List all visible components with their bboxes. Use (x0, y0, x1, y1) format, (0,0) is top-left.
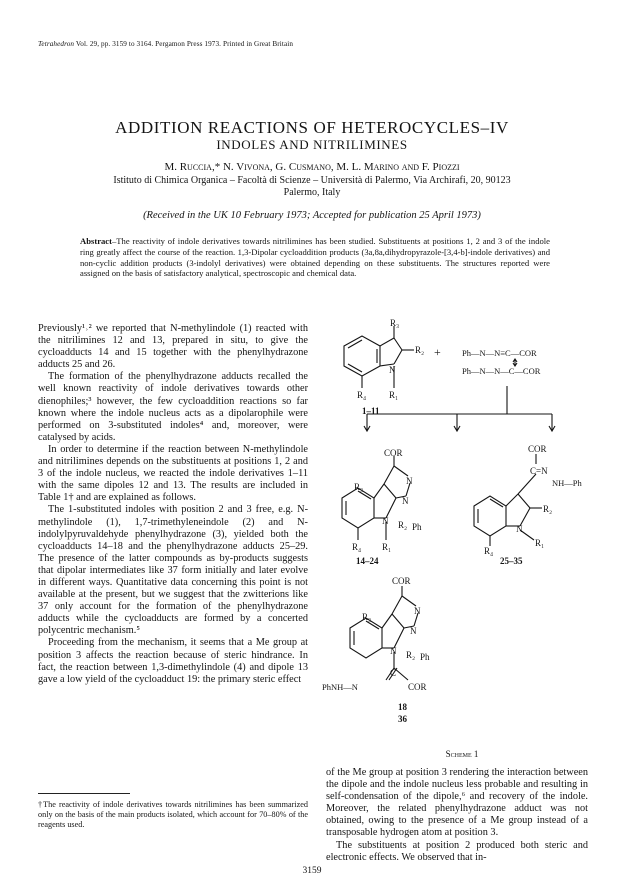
ph-label: Ph (420, 652, 430, 662)
r4-label: R₄ (352, 542, 362, 552)
scheme-caption: Scheme 1 (445, 749, 479, 759)
cor-label: COR (408, 682, 427, 692)
article-subtitle: INDOLES AND NITRILIMINES (216, 137, 408, 152)
n-label: N (389, 365, 396, 375)
r1-label: R₁ (382, 542, 392, 552)
r4-label: R₄ (357, 390, 367, 400)
compound-label-25-35: 25–35 (500, 556, 523, 566)
r3-label: R₃ (362, 612, 372, 622)
article-title: ADDITION REACTIONS OF HETEROCYCLES–IV (115, 118, 509, 137)
paragraph: The 1-substituted indoles with position 2 and 3 free, e.g. N-methylindole (1), 1,7-trimethyleneindole (2) and N-indolylpyruvaldehyde phenylhydrazone (3), yielded both the cycloadducts 14–18 and the phenylhydrazone adducts 25–29. The presence of the latter compounds as by-products suggests that dipolar intermediates like 37 form initially and later evolve in different ways. Quantitative data concerning this point is not available at the present, but we suggest that the zwitterions like 37 only account for the formation of the phenylhydrazone adducts while the cycloadducts are formed by a concerted polycentric mechanism.⁵ (38, 504, 308, 637)
footnote-rule (38, 793, 130, 794)
c-label: C (390, 668, 397, 678)
compound-label-18: 18 (398, 702, 407, 712)
abstract (80, 236, 550, 279)
paragraph: Proceeding from the mechanism, it seems that a Me group at position 3 affects the reaction because of steric hindrance. In fact, the reaction between 1,3-dimethylindole (4) and dipole 13 gave a low yield of the cycloadduct 19: the primary steric effect (38, 637, 308, 685)
r2-label: R₂ (398, 520, 408, 530)
paragraph: The formation of the phenylhydrazone adducts recalled the well known reactivity of indole derivatives towards other dienophiles;³ however, the few cycloaddition reactions so far known where the indole nucleus acts as a dipolarophile were performed on 3-substituted indoles⁴ and, moreover, were catalysed by acids. (38, 371, 308, 443)
abstract-label: Abstract (80, 236, 112, 246)
indole-structure (344, 326, 414, 388)
paragraph: Previously¹˒² we reported that N-methylindole (1) reacted with the nitrilimines 12 and 13, prepared in situ, to give the cycloadducts 14 and 15 together with the phenylhydrazone adducts 25 and 26. (38, 323, 308, 371)
affiliation (0, 175, 624, 199)
n-label: N (382, 516, 389, 526)
dipole-formula-top: Ph—N—N≡C—COR (462, 348, 537, 358)
journal-citation: Vol. 29, pp. 3159 to 3164. Pergamon Press 1973. Printed in Great Britain (75, 40, 294, 48)
paragraph: The substituents at position 2 produced both steric and electronic effects. We observed that in- (326, 839, 588, 863)
nhph-label: NH—Ph (552, 478, 582, 488)
r3-label: R₃ (354, 482, 364, 492)
compound-label-14-24: 14–24 (356, 556, 379, 566)
compound-label-1-11: 1–11 (362, 406, 380, 416)
bis-adduct-structure (350, 586, 418, 680)
cor-label: COR (528, 444, 547, 454)
n-label: N (406, 476, 413, 486)
scheme-drawing (322, 318, 602, 763)
affiliation-line: Palermo, Italy (283, 187, 341, 198)
r2-label: R₂ (415, 345, 425, 355)
ph-label: Ph (412, 522, 422, 532)
body-column-left (38, 323, 308, 686)
r1-label: R₁ (389, 390, 399, 400)
c-n-label: C=N (530, 466, 548, 476)
n-label: N (414, 606, 421, 616)
plus-sign: + (434, 345, 441, 359)
n-label: N (402, 496, 409, 506)
affiliation-line: Istituto di Chimica Organica – Facoltà di Scienze – Università di Palermo, Via Archirafi, 20, 90123 (113, 175, 511, 186)
cor-label: COR (392, 576, 411, 586)
r2-label: R₂ (543, 504, 553, 514)
n-label: N (516, 524, 523, 534)
r1-label: R₁ (535, 538, 545, 548)
received-dates: (Received in the UK 10 February 1973; Accepted for publication 25 April 1973) (143, 210, 481, 221)
abstract-text: –The reactivity of indole derivatives towards nitrilimines has been studied. Substituents at positions 1, 2 and 3 of the indole ring greatly affect the course of the reaction. 1,3-Dipolar cycloaddition products (3a,8a,dihydropyrazole-[3,4-b]-indole derivatives) and non-cyclic addition products (3-indolyl derivatives) were obtained depending on these substituents. The structures reported were assigned on the basis of satisfactory analytical, spectroscopic and chemical data. (80, 236, 550, 279)
compound-label-36: 36 (398, 714, 407, 724)
n-label: N (390, 646, 397, 656)
footnote: †The reactivity of indole derivatives towards nitrilimines has been summarized only on the basis of the main products isolated, which account for 70–80% of the reagents used. (38, 800, 308, 830)
paragraph: of the Me group at position 3 rendering the interaction between the dipole and the indole nucleus less probable and resulting in self-condensation of the dipole,⁶ and recovery of the indole. Moreover, the related phenylhydrazone adduct was not obtained, owing to the presence of a Me group instead of a transposable hydrogen atom at position 3. (326, 767, 588, 839)
journal-name: Tetrahedron (38, 40, 75, 48)
n-label: N (410, 626, 417, 636)
journal-header (38, 40, 293, 48)
r3-label: R₃ (390, 318, 400, 328)
reaction-scheme (322, 318, 602, 763)
paragraph: In order to determine if the reaction between N-methylindole and nitrilimines depends on the substituents at positions 1, 2 and 3 of the indole nucleus, we reacted the indole derivatives 1–11 with the same dipoles 12 and 13. The results are included in Table 1† and are explained as follows. (38, 443, 308, 504)
body-column-right (326, 767, 588, 864)
author-list: M. Ruccia,* N. Vivona, G. Cusmano, M. L. Marino and F. Piozzi (164, 161, 460, 173)
page-number: 3159 (302, 866, 322, 876)
dipole-formula-bottom: Ph—N—N—C—COR (462, 366, 541, 376)
r4-label: R₄ (484, 546, 494, 556)
r2-label: R₂ (406, 650, 416, 660)
phnh-label: PhNH—N (322, 682, 358, 692)
cor-label: COR (384, 448, 403, 458)
